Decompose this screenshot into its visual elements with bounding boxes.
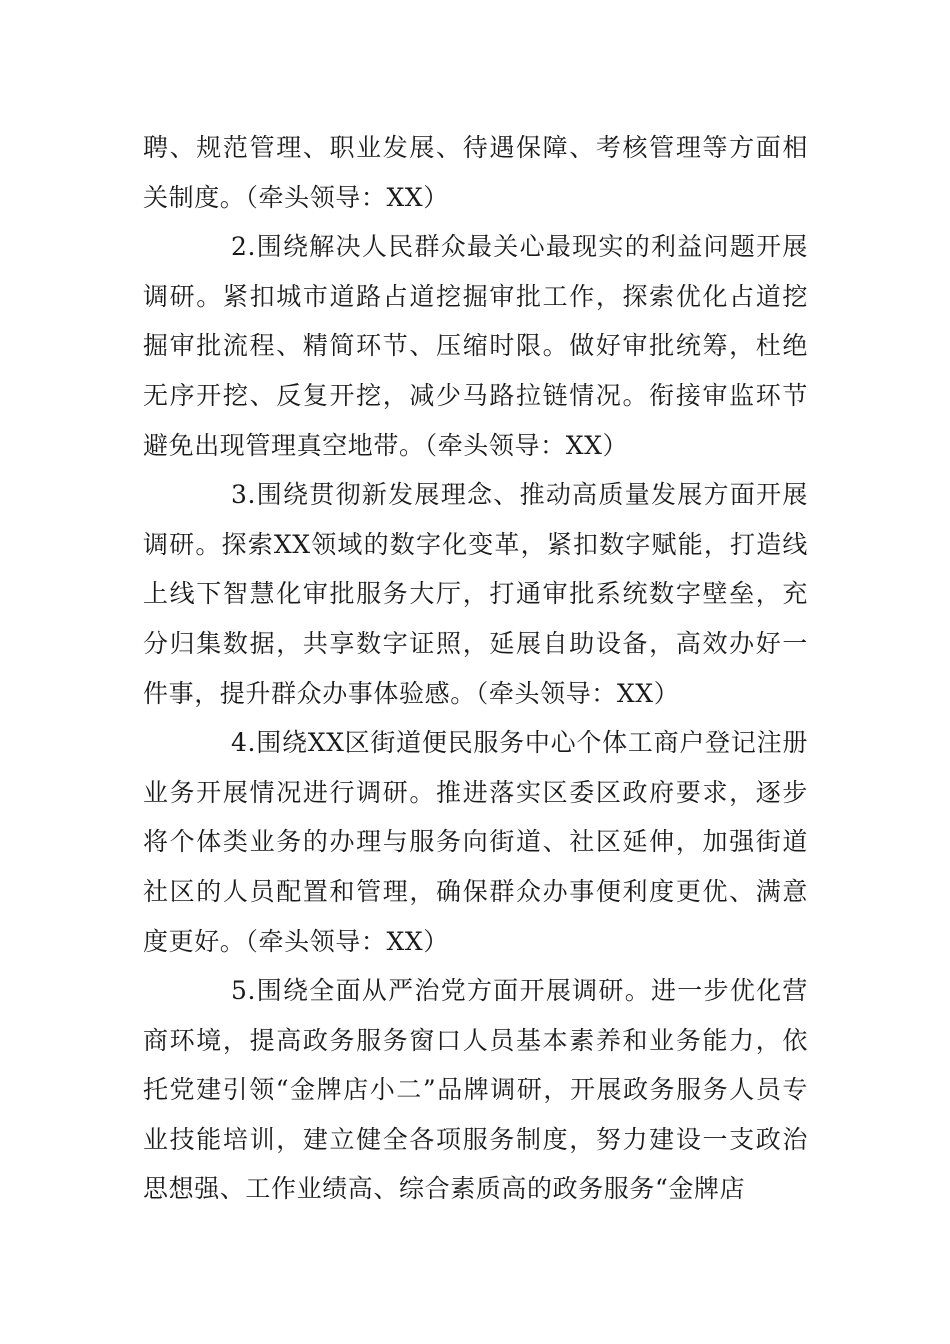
document-body: [143, 123, 808, 1214]
paragraph-item-4: 4.围绕XX区街道便民服务中心个体工商户登记注册业务开展情况进行调研。推进落实区委区政府要求，逐步将个体类业务的办理与服务向街道、社区延伸，加强街道社区的人员配置和管理，确保群众办事便利度更优、满意度更好。（牵头领导：XX）: [143, 728, 808, 956]
paragraph-item-5: 5.围绕全面从严治党方面开展调研。进一步优化营商环境，提高政务服务窗口人员基本素养和业务能力，依托党建引领“金牌店小二”品牌调研，开展政务服务人员专业技能培训，建立健全各项服务制度，努力建设一支政治思想强、工作业绩高、综合素质高的政务服务“金牌店: [143, 976, 808, 1204]
paragraph-item-2: 2.围绕解决人民群众最关心最现实的利益问题开展调研。紧扣城市道路占道挖掘审批工作，探索优化占道挖掘审批流程、精简环节、压缩时限。做好审批统筹，杜绝无序开挖、反复开挖，减少马路拉链情况。衔接审监环节避免出现管理真空地带。（牵头领导：XX）: [143, 232, 808, 460]
paragraph-continuation: 聘、规范管理、职业发展、待遇保障、考核管理等方面相关制度。（牵头领导：XX）: [143, 133, 808, 212]
paragraph-item-3: 3.围绕贯彻新发展理念、推动高质量发展方面开展调研。探索XX领域的数字化变革，紧扣数字赋能，打造线上线下智慧化审批服务大厅，打通审批系统数字壁垒，充分归集数据，共享数字证照，延展自助设备，高效办好一件事，提升群众办事体验感。（牵头领导：XX）: [143, 480, 808, 708]
